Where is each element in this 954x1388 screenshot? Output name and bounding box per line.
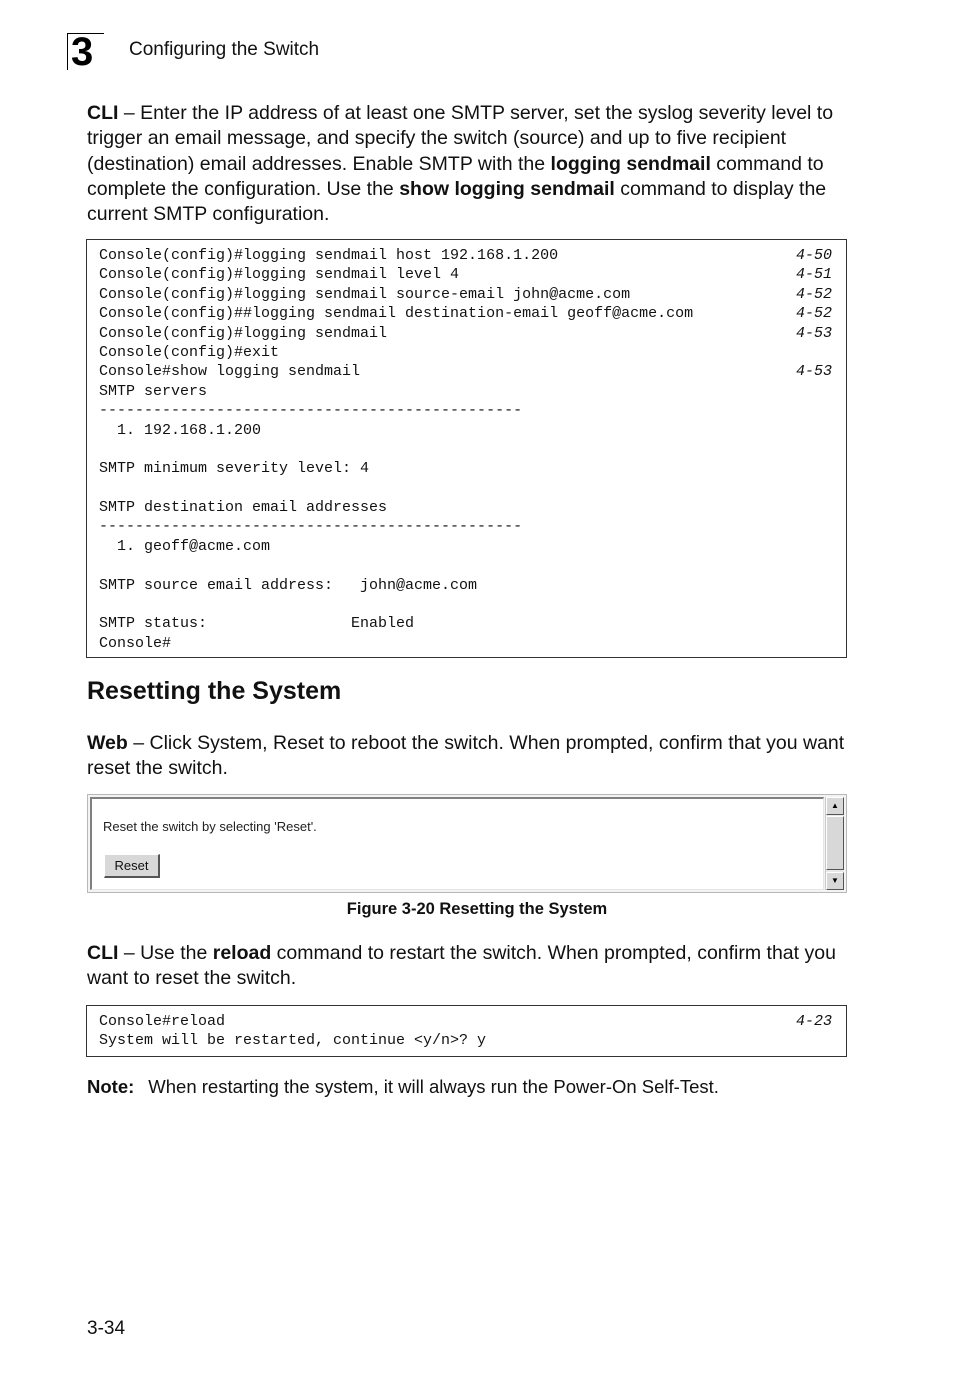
reload-code-block (86, 1005, 847, 1057)
paragraph-text: – Use the (118, 942, 213, 964)
smtp-cli-paragraph (87, 101, 857, 227)
vertical-scrollbar[interactable] (825, 797, 844, 890)
code-text: Console(config)##logging sendmail destination-email geoff@acme.com (99, 305, 694, 323)
code-text: Console(config)#logging sendmail level 4 (99, 266, 460, 284)
paragraph-text: command to display the current SMTP configuration. (87, 177, 827, 226)
scroll-up-icon[interactable]: ▲ (826, 797, 844, 815)
code-line (87, 421, 846, 440)
code-line (87, 382, 846, 401)
scroll-down-icon[interactable]: ▼ (826, 872, 844, 890)
running-head: Configuring the Switch (129, 39, 320, 60)
code-line (87, 304, 846, 323)
code-line (87, 556, 846, 575)
code-text: SMTP status: Enabled (99, 615, 415, 633)
code-text: 1. geoff@acme.com (99, 537, 271, 555)
note-text: When restarting the system, it will always run the Power-On Self-Test. (148, 1076, 719, 1097)
chapter-marker (67, 30, 104, 74)
reset-button[interactable]: Reset (104, 854, 160, 878)
code-text: 1. 192.168.1.200 (99, 421, 262, 439)
page-reference: 4-23 (795, 1013, 832, 1030)
scroll-thumb[interactable] (826, 816, 844, 870)
page-reference: 4-53 (795, 324, 832, 342)
code-line (87, 401, 846, 420)
code-text: Console(config)#logging sendmail (99, 324, 388, 342)
reset-figure (87, 794, 847, 893)
code-line (87, 576, 846, 595)
code-text: System will be restarted, continue <y/n>? y (99, 1032, 487, 1050)
page-reference: 4-50 (795, 247, 832, 264)
web-paragraph (87, 731, 857, 782)
code-line (87, 362, 846, 381)
code-line (87, 265, 846, 284)
code-line (87, 285, 846, 304)
web-label: Web (87, 732, 128, 754)
code-line (87, 498, 846, 517)
code-line (87, 324, 846, 343)
command-name: logging sendmail (550, 152, 711, 175)
reset-panel (90, 797, 824, 890)
code-text: Console#reload (99, 1013, 226, 1030)
code-text: ----------------------------------------------- (99, 402, 523, 420)
code-line (87, 1031, 846, 1050)
code-line (87, 440, 846, 459)
code-line (87, 634, 846, 653)
page-reference: 4-52 (795, 305, 832, 323)
paragraph-text: – Click System, Reset to reboot the switch. When prompted, confirm that you want reset the switch. (87, 732, 845, 780)
cli-label: CLI (87, 102, 119, 124)
code-line (87, 517, 846, 536)
page-number: 3-34 (87, 1318, 126, 1339)
code-text: SMTP servers (99, 382, 208, 400)
page-reference: 4-51 (795, 266, 832, 284)
code-line (87, 479, 846, 498)
command-name: reload (212, 942, 272, 964)
smtp-code-block (86, 239, 847, 658)
code-line (87, 595, 846, 614)
code-text: SMTP destination email addresses (99, 499, 388, 517)
code-line (87, 614, 846, 633)
code-text: Console(config)#logging sendmail source-email john@acme.com (99, 285, 631, 303)
paragraph-text: – Enter the IP address of at least one SMTP server, set the syslog severity level to trigger an email message, and specify the switch (source) and up to five recipient (destination) email addresses. Enable SMTP with the (87, 102, 834, 175)
code-line (87, 246, 846, 265)
code-text: Console(config)#exit (99, 343, 280, 361)
figure-caption: Figure 3-20 Resetting the System (346, 900, 608, 918)
code-line (87, 343, 846, 362)
note (87, 1076, 719, 1098)
cli-label: CLI (87, 942, 119, 964)
paragraph-text: command to complete the configuration. Use the (87, 152, 824, 200)
page-reference: 4-52 (795, 285, 832, 303)
code-line (87, 1012, 846, 1031)
command-name: show logging sendmail (399, 177, 615, 200)
code-text: Console# (99, 634, 172, 652)
code-line (87, 459, 846, 478)
code-text: SMTP minimum severity level: 4 (99, 460, 370, 478)
code-text: ----------------------------------------------- (99, 518, 523, 536)
note-label: Note: (87, 1076, 135, 1097)
reload-cli-paragraph (87, 941, 857, 992)
reset-instruction: Reset the switch by selecting 'Reset'. (103, 819, 317, 834)
code-text: Console(config)#logging sendmail host 192.168.1.200 (99, 247, 559, 264)
section-heading: Resetting the System (87, 677, 342, 705)
code-line (87, 537, 846, 556)
paragraph-text: command to restart the switch. When prompted, confirm that you want to reset the switch. (87, 942, 836, 990)
code-text: SMTP source email address: john@acme.com (99, 576, 478, 594)
page-reference: 4-53 (795, 363, 832, 381)
code-text: Console#show logging sendmail (99, 363, 361, 381)
chapter-number: 3 (71, 30, 94, 74)
